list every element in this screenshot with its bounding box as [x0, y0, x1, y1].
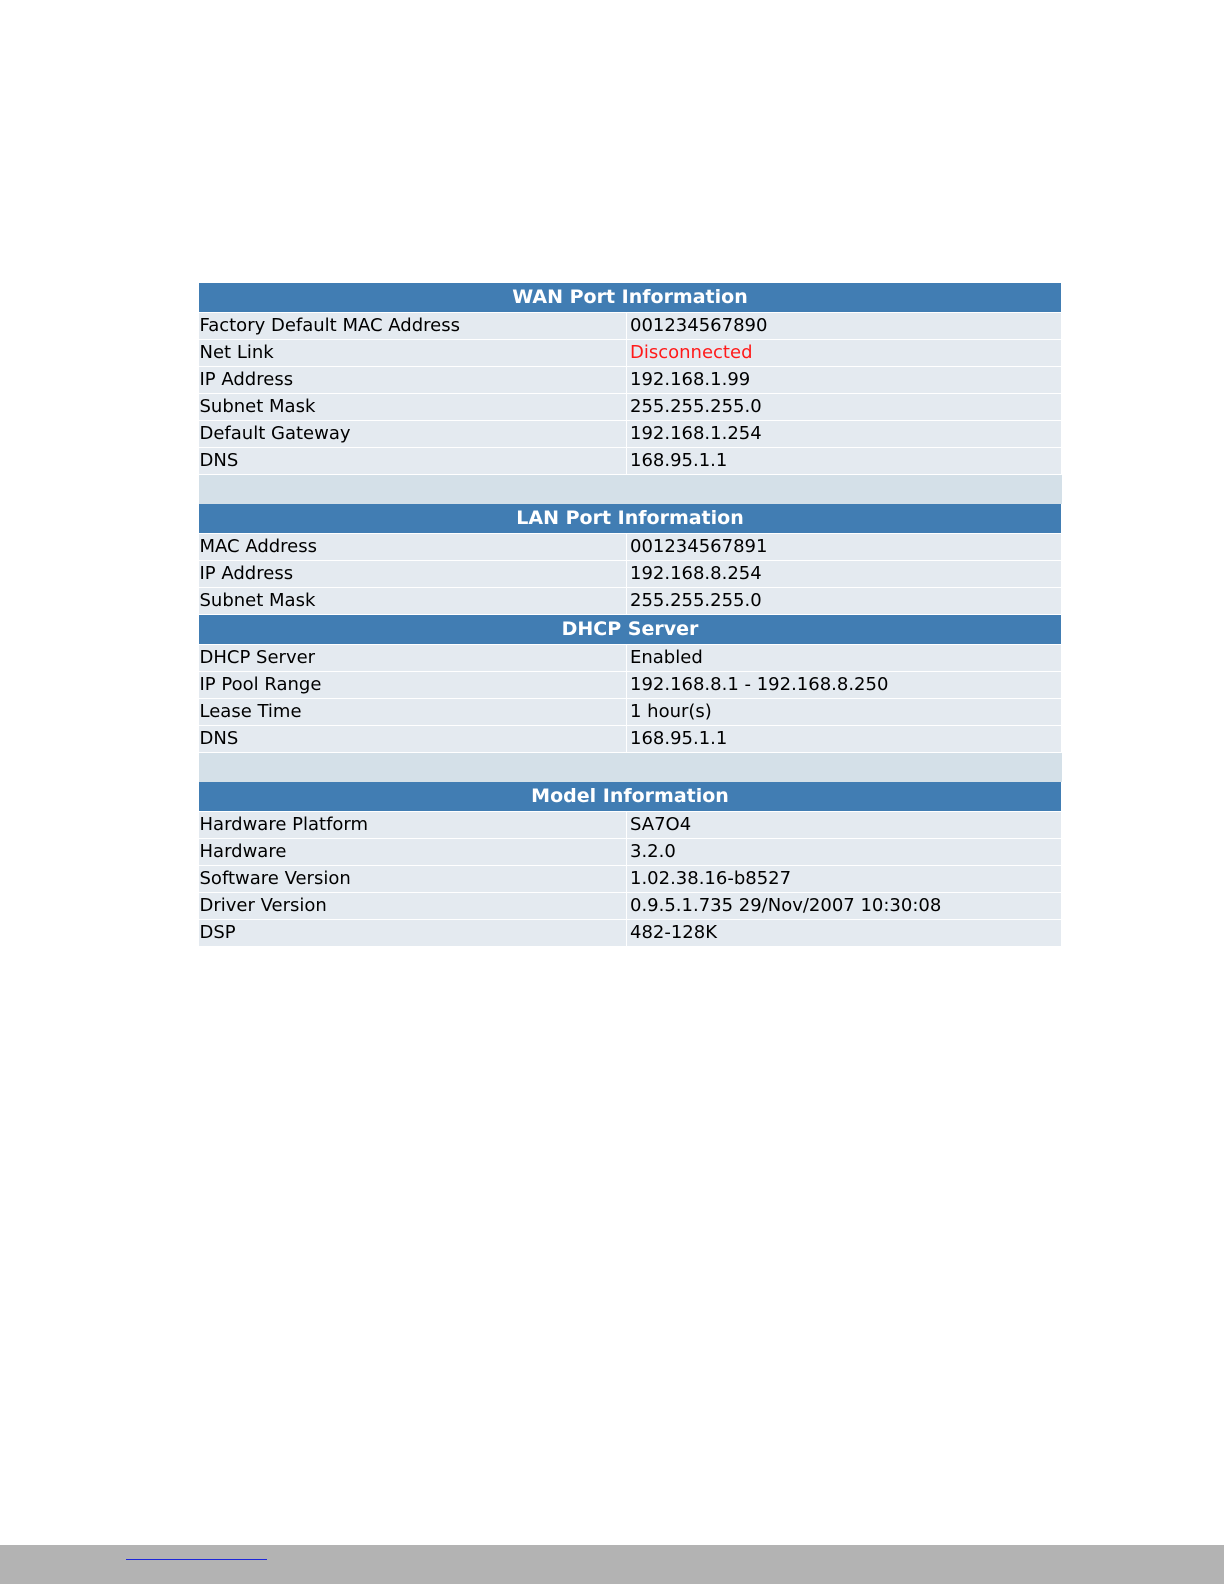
wan-row-ip — [199, 367, 1062, 394]
row-value: 168.95.1.1 — [627, 448, 1062, 475]
row-value: 192.168.8.254 — [627, 561, 1062, 588]
row-value: 0.9.5.1.735 29/Nov/2007 10:30:08 — [627, 893, 1062, 920]
row-label: Software Version — [199, 866, 627, 893]
dhcp-row-pool — [199, 672, 1062, 699]
row-label: IP Address — [199, 561, 627, 588]
row-label: DSP — [199, 920, 627, 947]
row-value: 192.168.8.1 - 192.168.8.250 — [627, 672, 1062, 699]
section-spacer — [199, 753, 1062, 783]
model-row-software — [199, 866, 1062, 893]
row-label: Net Link — [199, 340, 627, 367]
dhcp-section-header — [199, 615, 1062, 645]
footer-bar — [0, 1545, 1224, 1584]
section-spacer — [199, 475, 1062, 505]
lan-section-header — [199, 504, 1062, 534]
row-value: 192.168.1.254 — [627, 421, 1062, 448]
status-table — [198, 283, 1062, 947]
dhcp-section-title: DHCP Server — [199, 615, 1062, 645]
row-value: 255.255.255.0 — [627, 588, 1062, 615]
row-label: Hardware Platform — [199, 812, 627, 839]
row-label: Lease Time — [199, 699, 627, 726]
row-value: 1 hour(s) — [627, 699, 1062, 726]
row-label: Subnet Mask — [199, 588, 627, 615]
wan-row-subnet — [199, 394, 1062, 421]
model-row-hardware — [199, 839, 1062, 866]
model-section-header — [199, 782, 1062, 812]
model-row-platform — [199, 812, 1062, 839]
row-value: 001234567890 — [627, 313, 1062, 340]
lan-row-ip — [199, 561, 1062, 588]
row-label: Factory Default MAC Address — [199, 313, 627, 340]
net-link-status: Disconnected — [627, 340, 1062, 367]
row-label: Hardware — [199, 839, 627, 866]
row-value: 168.95.1.1 — [627, 726, 1062, 753]
dhcp-row-lease — [199, 699, 1062, 726]
lan-section-title: LAN Port Information — [199, 504, 1062, 534]
model-row-driver — [199, 893, 1062, 920]
wan-row-net-link — [199, 340, 1062, 367]
lan-row-subnet — [199, 588, 1062, 615]
wan-row-dns — [199, 448, 1062, 475]
wan-row-gateway — [199, 421, 1062, 448]
row-label: Default Gateway — [199, 421, 627, 448]
row-label: DNS — [199, 448, 627, 475]
row-label: Driver Version — [199, 893, 627, 920]
row-value: 1.02.38.16-b8527 — [627, 866, 1062, 893]
row-value: 255.255.255.0 — [627, 394, 1062, 421]
wan-row-mac — [199, 313, 1062, 340]
dhcp-row-dns — [199, 726, 1062, 753]
row-label: Subnet Mask — [199, 394, 627, 421]
wan-section-title: WAN Port Information — [199, 283, 1062, 313]
row-value: 192.168.1.99 — [627, 367, 1062, 394]
model-section-title: Model Information — [199, 782, 1062, 812]
model-row-dsp — [199, 920, 1062, 947]
footer-link[interactable] — [126, 1545, 267, 1560]
row-label: DNS — [199, 726, 627, 753]
status-panel — [198, 283, 1061, 947]
lan-row-mac — [199, 534, 1062, 561]
dhcp-row-server — [199, 645, 1062, 672]
row-value: 001234567891 — [627, 534, 1062, 561]
row-value: Enabled — [627, 645, 1062, 672]
wan-section-header — [199, 283, 1062, 313]
row-value: 3.2.0 — [627, 839, 1062, 866]
row-value: 482-128K — [627, 920, 1062, 947]
row-label: MAC Address — [199, 534, 627, 561]
row-value: SA7O4 — [627, 812, 1062, 839]
row-label: IP Pool Range — [199, 672, 627, 699]
row-label: DHCP Server — [199, 645, 627, 672]
row-label: IP Address — [199, 367, 627, 394]
